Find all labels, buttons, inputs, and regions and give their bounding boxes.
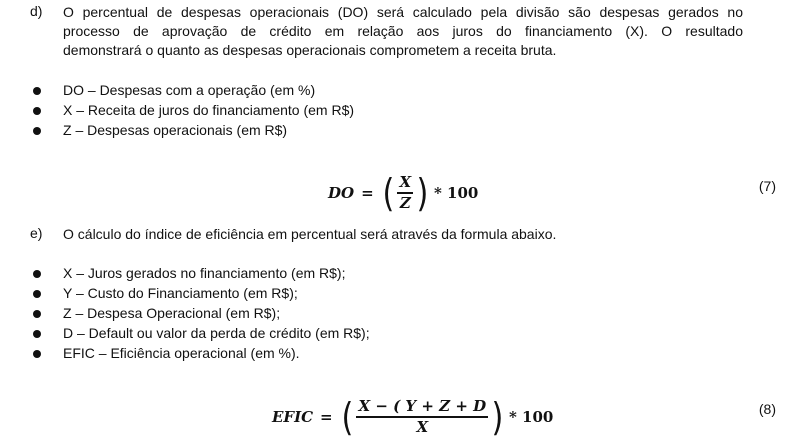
bullet-dot (33, 107, 41, 115)
equation-8 (272, 394, 553, 440)
bullet-dot (33, 330, 41, 338)
section-e-bullet-z: Z – Despesa Operacional (em R$); (63, 305, 281, 321)
bullet-dot (33, 290, 41, 298)
bullet-dot (33, 87, 41, 95)
section-d-marker: d) (30, 3, 43, 19)
bullet-dot (33, 310, 41, 318)
open-paren: ( (382, 171, 395, 215)
equation-8-fraction (356, 398, 488, 436)
equation-7-equals: = (361, 184, 374, 202)
section-e-bullet-d: D – Default ou valor da perda de crédito (em R$); (63, 325, 370, 341)
equation-8-operator: * 100 (508, 408, 554, 426)
equation-7-operator: * 100 (433, 184, 479, 202)
equation-7-number: (7) (758, 178, 776, 194)
equation-7-denominator: Z (399, 193, 411, 212)
section-d-line-2: processo de aprovação de crédito em relação aos juros do financiamento (X). O resultado (63, 23, 743, 39)
section-e-bullet-x: X – Juros gerados no financiamento (em R$); (63, 265, 346, 281)
equation-7-lhs: DO (328, 184, 355, 202)
section-d-line-1: O percentual de despesas operacionais (DO) será calculado pela divisão são despesas gerados no (63, 4, 743, 20)
equation-7-numerator: X (399, 173, 412, 192)
open-paren: ( (341, 395, 353, 439)
equation-7 (328, 170, 478, 216)
bullet-dot (33, 350, 41, 358)
equation-8-denominator: X (416, 417, 429, 436)
close-paren: ) (416, 171, 429, 215)
equation-7-fraction (397, 174, 413, 212)
section-e-bullet-y: Y – Custo do Financiamento (em R$); (63, 285, 298, 301)
equation-8-equals: = (320, 408, 333, 426)
section-e-marker: e) (30, 225, 43, 241)
section-d-bullet-z: Z – Despesas operacionais (em R$) (63, 122, 288, 138)
section-d-line-3: demonstrará o quanto as despesas operacionais comprometem a receita bruta. (63, 42, 557, 58)
section-e-text: O cálculo do índice de eficiência em percentual será através da formula abaixo. (63, 226, 557, 242)
equation-8-numerator: X − ( Y + Z + D (358, 397, 487, 416)
section-e-bullet-efic: EFIC – Eficiência operacional (em %). (63, 345, 300, 361)
section-d-bullet-do: DO – Despesas com a operação (em %) (63, 82, 316, 98)
equation-8-lhs: EFIC (272, 408, 314, 426)
close-paren: ) (491, 395, 504, 439)
equation-8-number: (8) (758, 401, 776, 417)
bullet-dot (33, 127, 41, 135)
section-d-bullet-x: X – Receita de juros do financiamento (em R$) (63, 102, 355, 118)
bullet-dot (33, 270, 41, 278)
